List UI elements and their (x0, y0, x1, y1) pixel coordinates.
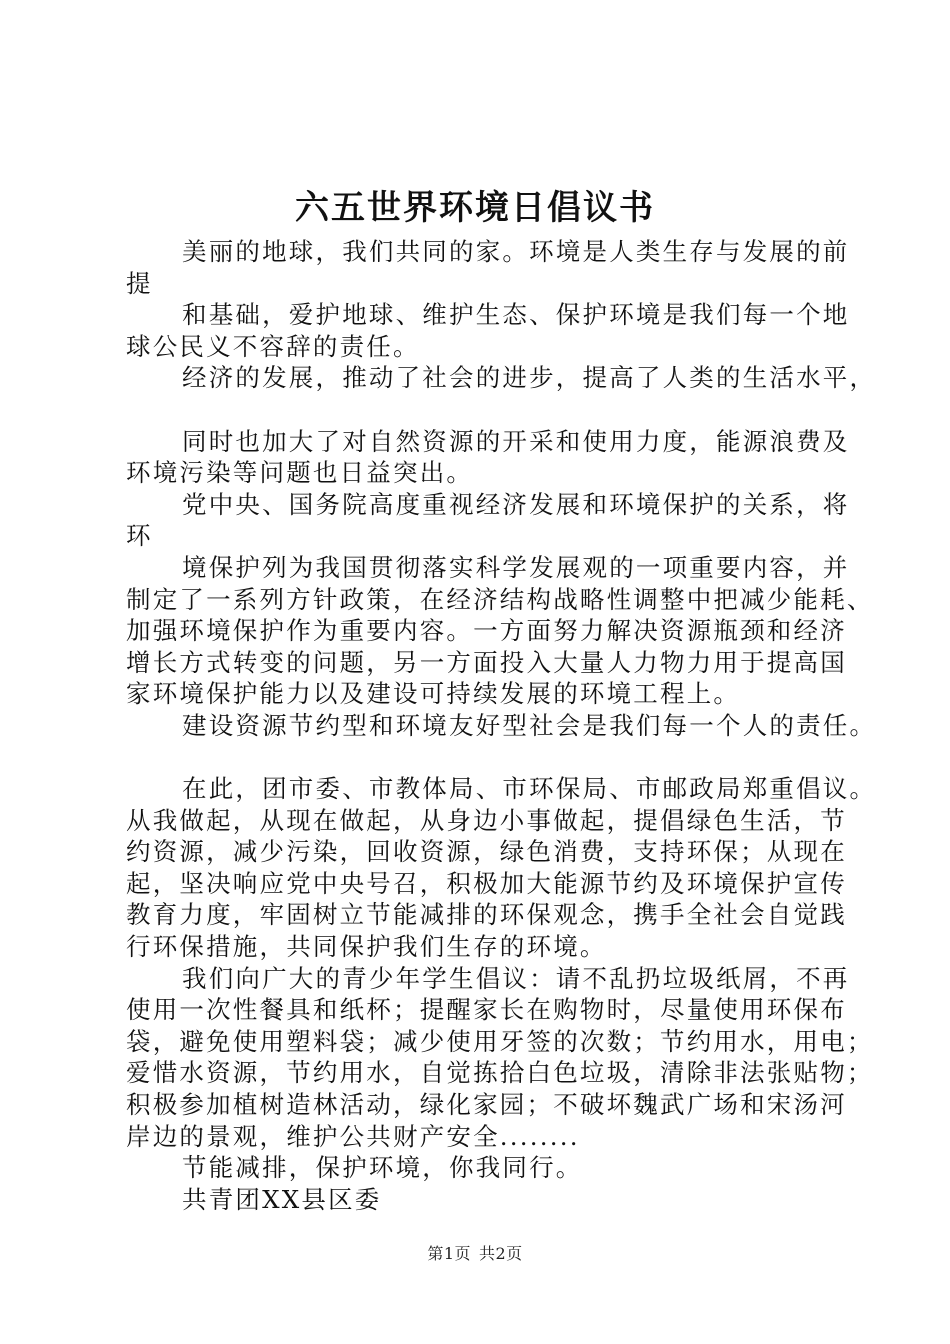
body-line: 环境污染等问题也日益突出。 (126, 458, 474, 488)
body-line: 制定了一系列方针政策，在经济结构战略性调整中把减少能耗、 (126, 584, 874, 614)
body-line: 起，坚决响应党中央号召，积极加大能源节约及环境保护宣传 (126, 868, 847, 898)
body-line: 球公民义不容辞的责任。 (126, 331, 420, 361)
document-body (126, 236, 877, 1215)
body-line: 爱惜水资源，节约用水，自觉拣拾白色垃圾，清除非法张贴物； (126, 1058, 874, 1088)
body-line: 境保护列为我国贯彻落实科学发展观的一项重要内容，并 (182, 552, 850, 582)
body-line: 加强环境保护作为重要内容。一方面努力解决资源瓶颈和经济 (126, 616, 847, 646)
body-line: 积极参加植树造林活动，绿化家园；不破坏魏武广场和宋汤河 (126, 1090, 847, 1120)
page-number: 第1页 (427, 1244, 471, 1263)
body-line: 提 (126, 268, 153, 298)
body-line: 教育力度，牢固树立节能减排的环保观念，携手全社会自觉践 (126, 900, 847, 930)
page-total: 共2页 (479, 1244, 523, 1263)
body-line: 节能减排，保护环境，你我同行。 (182, 1153, 583, 1183)
body-line: 环 (126, 521, 153, 551)
body-line: 经济的发展，推动了社会的进步，提高了人类的生活水平， (182, 363, 877, 393)
body-line: 在此，团市委、市教体局、市环保局、市邮政局郑重倡议。 (182, 774, 877, 804)
body-blank-line (126, 742, 836, 774)
body-line: 同时也加大了对自然资源的开采和使用力度，能源浪费及 (182, 426, 850, 456)
body-line: 家环境保护能力以及建设可持续发展的环境工程上。 (126, 679, 741, 709)
page-footer (0, 1242, 950, 1266)
body-line: 美丽的地球，我们共同的家。环境是人类生存与发展的前 (182, 237, 850, 266)
body-line: 党中央、国务院高度重视经济发展和环境保护的关系，将 (182, 489, 850, 519)
body-line: 从我做起，从现在做起，从身边小事做起，提倡绿色生活，节 (126, 805, 847, 835)
body-line: 约资源，减少污染，回收资源，绿色消费，支持环保；从现在 (126, 837, 847, 867)
body-line: 使用一次性餐具和纸杯；提醒家长在购物时，尽量使用环保布 (126, 995, 847, 1025)
body-line: 我们向广大的青少年学生倡议：请不乱扔垃圾纸屑，不再 (182, 963, 850, 993)
body-line: 行环保措施，共同保护我们生存的环境。 (126, 932, 607, 962)
document-title: 六五世界环境日倡议书 (295, 188, 655, 228)
body-line: 增长方式转变的问题，另一方面投入大量人力物力用于提高国 (126, 647, 847, 677)
signature-line: 共青团XX县区委 (182, 1184, 382, 1214)
body-blank-line (126, 394, 836, 426)
body-line: 建设资源节约型和环境友好型社会是我们每一个人的责任。 (182, 710, 877, 740)
body-line: 袋，避免使用塑料袋；减少使用牙签的次数；节约用水，用电； (126, 1026, 874, 1056)
body-line: 和基础，爱护地球、维护生态、保护环境是我们每一个地 (182, 300, 850, 330)
body-line: 岸边的景观，维护公共财产安全........ (126, 1121, 580, 1151)
